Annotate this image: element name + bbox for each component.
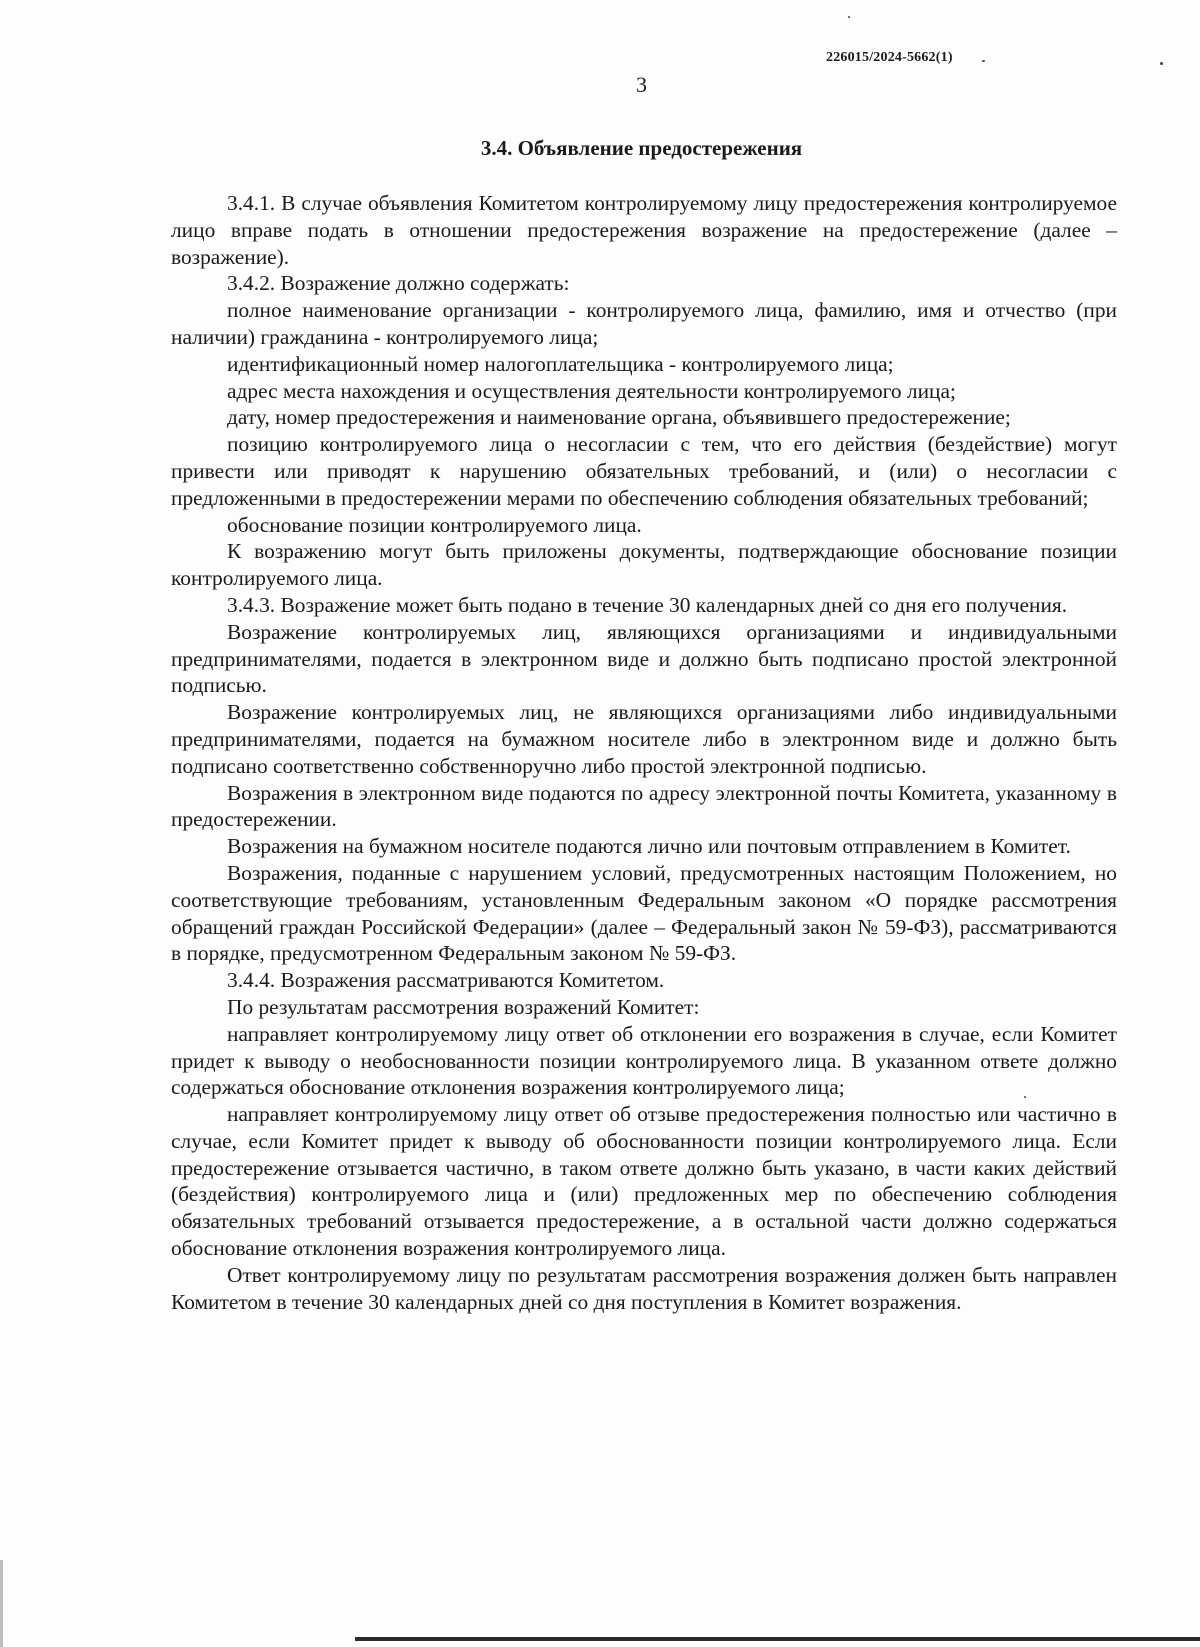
section-title: 3.4. Объявление предостережения <box>480 136 803 160</box>
scan-speck <box>982 60 985 62</box>
list-item-full-name: полное наименование организации - контролируемого лица, фамилию, имя и отчество (при наличии) гражданина - контролируемого лица; <box>171 298 1117 349</box>
paragraph-electronic-objection: Возражение контролируемых лиц, являющихся организациями и индивидуальными предпринимателями, подается в электронном виде и должно быть подписано простой электронной подписью. <box>171 619 1117 698</box>
page-number: 3 <box>636 72 647 97</box>
list-item-justification: обоснование позиции контролируемого лица. <box>227 512 642 537</box>
paragraph-3-4-4: 3.4.4. Возражения рассматриваются Комитетом. <box>227 968 665 993</box>
scan-speck <box>848 16 850 18</box>
document-body <box>171 190 1117 1315</box>
paragraph-response-deadline: Ответ контролируемому лицу по результатам рассмотрения возражения должен быть направлен Комитетом в течение 30 календарных дней со дня поступления в Комитет возражения. <box>171 1262 1117 1314</box>
paragraph-paper-objection: Возражение контролируемых лиц, не являющихся организациями либо индивидуальными предпринимателями, подается на бумажном носителе либо в электронном виде и должно быть подписано соответственно собственноручно либо простой электронной подписью. <box>171 700 1117 778</box>
list-item-inn: идентификационный номер налогоплательщика - контролируемого лица; <box>227 351 894 376</box>
document-registration-number: 226015/2024-5662(1) <box>826 50 953 65</box>
paragraph-attachments: К возражению могут быть приложены документы, подтверждающие обоснование позиции контролируемого лица. <box>171 539 1117 591</box>
paragraph-59-fz: Возражения, поданные с нарушением условий, предусмотренных настоящим Положением, но соответствующие требованиям, установленным Федеральным законом «О порядке рассмотрения обращений граждан Российской Федерации» (далее – Федеральный закон № 59-ФЗ), рассматриваются в порядке, предусмотренном Федеральным законом № 59-ФЗ. <box>171 860 1117 966</box>
list-item-position: позицию контролируемого лица о несогласии с тем, что его действия (бездействие) могут привести или приводят к нарушению обязательных требований, и (или) о несогласии с предложенными в предостережении мерами по обеспечению соблюдения обязательных требований; <box>171 432 1117 510</box>
paragraph-paper-submission: Возражения на бумажном носителе подаются лично или почтовым отправлением в Комитет. <box>227 834 1071 859</box>
paragraph-3-4-3: 3.4.3. Возражение может быть подано в течение 30 календарных дней со дня его получения. <box>227 592 1068 617</box>
list-item-warning-date: дату, номер предостережения и наименование органа, объявившего предостережение; <box>227 405 1011 430</box>
scan-speck <box>1024 1096 1026 1098</box>
scan-bottom-edge <box>355 1637 1200 1641</box>
paragraph-3-4-2: 3.4.2. Возражение должно содержать: <box>227 271 570 296</box>
scan-edge-mark <box>0 1560 3 1647</box>
paragraph-results-intro: По результатам рассмотрения возражений Комитет: <box>227 994 700 1019</box>
list-item-withdrawal: направляет контролируемому лицу ответ об отзыве предостережения полностью или частично в случае, если Комитет придет к выводу об обоснованности позиции контролируемого лица. Если предостережение отзывается частично, в таком ответе должно быть указано, в части каких действий (бездействия) контролируемого лица и (или) предложенных мер по обеспечению соблюдения обязательных требований отзывается предостережение, а в остальной части должно содержаться обоснование отклонения возражения контролируемого лица. <box>171 1102 1117 1261</box>
list-item-rejection: направляет контролируемому лицу ответ об отклонении его возражения в случае, если Комитет придет к выводу о необоснованности позиции контролируемого лица. В указанном ответе должно содержаться обоснование отклонения возражения контролируемого лица; <box>171 1021 1117 1100</box>
scan-speck <box>1160 62 1163 65</box>
paragraph-email-submission: Возражения в электронном виде подаются по адресу электронной почты Комитета, указанному в предостережении. <box>171 780 1117 832</box>
paragraph-3-4-1: 3.4.1. В случае объявления Комитетом контролируемому лицу предостережения контролируемое лицо вправе подать в отношении предостережения возражение на предостережение (далее – возражение). <box>171 191 1117 269</box>
list-item-address: адрес места нахождения и осуществления деятельности контролируемого лица; <box>227 378 956 403</box>
